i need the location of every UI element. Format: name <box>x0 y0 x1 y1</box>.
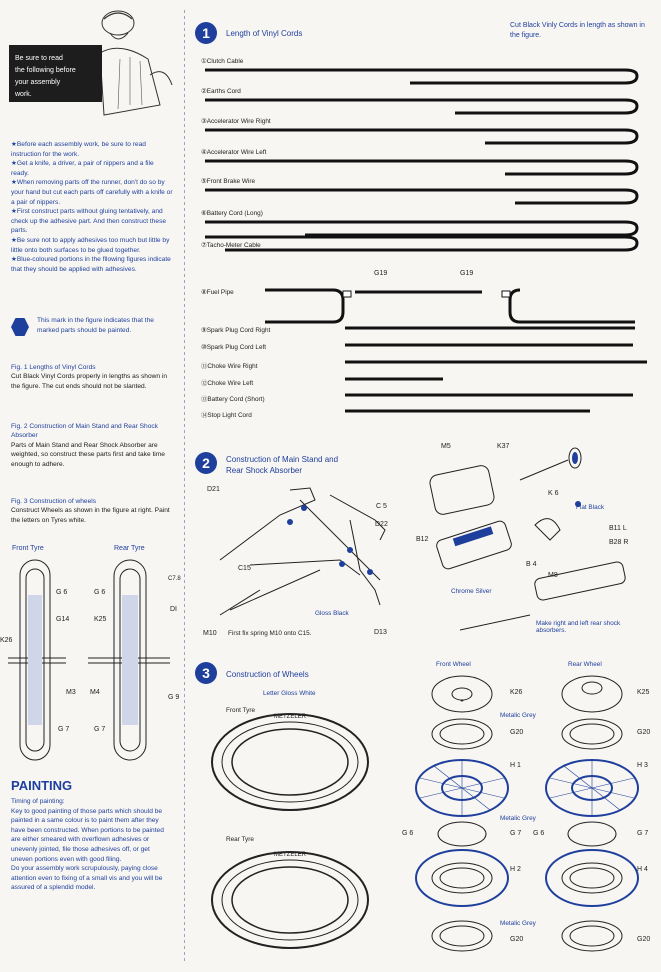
note-line: work. <box>15 91 32 98</box>
cord-front-brake <box>205 190 637 203</box>
part-label: G 9 <box>168 694 180 701</box>
instructions-column <box>0 0 180 972</box>
part-label: K25 <box>94 616 107 623</box>
part-label: K37 <box>497 443 510 450</box>
cord-label: ⑦Tacho-Meter Cable <box>201 242 261 249</box>
part-label: G 7 <box>510 830 522 837</box>
step-1-badge: 1 <box>195 22 217 44</box>
cord-label: ⑧Fuel Pipe <box>201 289 234 296</box>
main-stand-shock-diagram <box>200 440 661 650</box>
fig2-text <box>11 422 173 469</box>
svg-text:METZELER: METZELER <box>274 714 307 720</box>
paint-label: Metalic Grey <box>500 815 536 822</box>
tip: ★Before each assembly work, be sure to read instruction for the work. <box>11 141 146 158</box>
tip: ★First construct parts without gluing tentatively, and check up the adhesive part. And then construct these parts. <box>11 208 167 235</box>
front-tyre-label: Front Tyre <box>12 545 44 552</box>
cord-tacho <box>205 237 637 250</box>
shock-note: Make right and left rear shock absorbers. <box>536 620 621 634</box>
tyre-section-diagram <box>0 555 180 770</box>
paint-mark-note: This mark in the figure indicates that the marked parts should be painted. <box>37 317 154 334</box>
front-wheel-title: Front Wheel <box>436 661 471 668</box>
cord-fuel-right <box>510 290 635 322</box>
part-label: H 1 <box>510 762 521 769</box>
tip: ★Blue-coloured portions in the fllowing figures indicate that they should be applied with adhesives. <box>11 256 171 273</box>
cord-label: ⑭Stop Light Cord <box>201 412 252 419</box>
step-1-title: Length of Vinyl Cords <box>226 29 303 38</box>
svg-text:METZELER: METZELER <box>274 852 307 858</box>
paint-label: Gloss Black <box>315 610 349 617</box>
part-label: G 6 <box>402 830 414 837</box>
part-label: C 5 <box>376 503 387 510</box>
cord-label: ②Earths Cord <box>201 88 241 95</box>
cord-label: ④Accelerator Wire Left <box>201 149 267 156</box>
part-label: M5 <box>441 443 451 450</box>
part-label: B11 L <box>609 525 627 532</box>
cord-label: ⑩Spark Plug Cord Left <box>201 344 267 351</box>
part-label: G 6 <box>56 589 68 596</box>
part-label: G 7 <box>94 726 106 733</box>
mechanic-illustration <box>90 5 180 125</box>
fig1-text <box>11 363 173 391</box>
painting-subheading: Timing of painting: <box>11 798 65 805</box>
part-label: M4 <box>90 689 100 696</box>
paint-label: Metalic Grey <box>500 712 536 719</box>
read-first-note <box>9 45 102 102</box>
fig3-text <box>11 497 173 525</box>
fig3-heading: Fig. 3 Construction of wheels <box>11 498 97 505</box>
tip: ★Get a knife, a driver, a pair of nippers and a file ready. <box>11 160 154 177</box>
step-1-note: Cut Black Vinly Cords in length as shown in the figure. <box>510 22 645 39</box>
part-label: G20 <box>637 936 651 943</box>
part-label: H 2 <box>510 866 521 873</box>
cord-label: ⑨Spark Plug Cord Right <box>201 327 271 334</box>
fig1-heading: Fig. 1 Lengths of Vinyl Cords <box>11 364 96 371</box>
note-line: the following before <box>15 67 76 74</box>
part-label: K26 <box>510 689 523 696</box>
part-label: G20 <box>510 729 524 736</box>
vinyl-cords-diagram <box>185 60 661 430</box>
part-label: DI <box>170 606 177 613</box>
rear-tyre-label: Rear Tyre <box>114 545 145 552</box>
cord-accel-left <box>205 161 637 174</box>
fuel-pipe-label: G19 <box>374 270 388 277</box>
cord-label: ③Accelerator Wire Right <box>201 118 271 125</box>
tip: ★When removing parts off the runner, don't do so by your hand but cut each parts off carefully with a knife or a pair of nippers. <box>11 179 173 206</box>
cord-label: ⑬Battery Cord (Short) <box>201 396 265 403</box>
fig3-body: Construct Wheels as shown in the figure at right. Paint the letters on Tyres white. <box>11 507 170 524</box>
part-label: G 7 <box>58 726 70 733</box>
part-label: K 6 <box>548 490 559 497</box>
cord-label: ①Clutch Cable <box>201 58 244 65</box>
step-3-title: Construction of Wheels <box>226 670 309 679</box>
cord-earths <box>205 100 637 113</box>
paint-label: Flat Black <box>576 504 605 511</box>
fig1-body: Cut Black Vinyl Cords properly in lengths as shown in the figure. The cut ends should not be slanted. <box>11 373 168 390</box>
part-label: H 3 <box>637 762 648 769</box>
part-label: G 6 <box>94 589 106 596</box>
assembly-tips <box>11 140 173 274</box>
part-label: G 6 <box>533 830 545 837</box>
note-line: your assembly <box>15 79 61 86</box>
painting-title: PAINTING <box>11 778 73 793</box>
part-label: D13 <box>374 629 387 636</box>
step-3-badge: 3 <box>195 662 217 684</box>
part-label: H 4 <box>637 866 648 873</box>
part-label: M8 <box>548 572 558 579</box>
part-label: C15 <box>238 565 251 572</box>
part-label: G20 <box>510 936 524 943</box>
front-tyre-title: Front Tyre <box>226 707 256 714</box>
part-label: M3 <box>66 689 76 696</box>
part-label: C7.8 <box>168 576 181 582</box>
part-label: M10 <box>203 630 217 637</box>
step-2-title: Construction of Main Stand and <box>226 455 339 464</box>
cord-accel-right <box>205 130 637 143</box>
cord-battery-long <box>205 222 637 235</box>
letter-note: Letter Gloss White <box>263 690 316 697</box>
tip: ★Be sure not to apply adhesives too much but little by little onto both surfaces to be glued together. <box>11 236 170 254</box>
cord-label: ⑫Choke Wire Left <box>201 380 254 387</box>
part-label: B12 <box>416 536 429 543</box>
cord-label: ⑥Battery Cord (Long) <box>201 210 263 217</box>
note-line: Be sure to read <box>15 55 63 62</box>
cord-clutch <box>205 70 637 83</box>
fuel-pipe-label: G19 <box>460 270 474 277</box>
step-2-badge: 2 <box>195 452 217 474</box>
spring-note: First fix spring M10 onto C15. <box>228 630 312 637</box>
paint-label: Metalic Grey <box>500 920 536 927</box>
cord-label: ⑤Front Brake Wire <box>201 178 256 185</box>
part-label: G14 <box>56 616 70 623</box>
part-label: K26 <box>0 637 13 644</box>
cord-fuel-left <box>265 290 343 322</box>
rear-wheel-title: Rear Wheel <box>568 661 602 668</box>
rear-tyre-title: Rear Tyre <box>226 836 254 843</box>
part-label: K25 <box>637 689 650 696</box>
part-label: G20 <box>637 729 651 736</box>
painting-text <box>11 797 173 893</box>
part-label: B 4 <box>526 561 537 568</box>
part-label: G 7 <box>637 830 649 837</box>
paint-label: Chrome Silver <box>451 588 492 595</box>
fig2-heading: Fig. 2 Construction of Main Stand and Rear Shock Absorber <box>11 423 158 440</box>
cord-label: ⑪Choke Wire Right <box>201 363 258 370</box>
fig2-body: Parts of Main Stand and Rear Shock Absorber are weighted, so construct these parts first and take time enough to adhere. <box>11 441 165 468</box>
painting-body: Key to good painting of those parts which should be painted in a same colour is to paint them after they have been constructed. When portions to be painted are either smeared with overflown adhesives or unevenly jointed, file those adhesives off, or get uneven portions even with good filing. Do your assembly work scrupulously, paying close attention even to fixing of a small vis and you will be assured of a splendid model. <box>11 807 164 892</box>
part-label: D21 <box>207 486 220 493</box>
part-label: D22 <box>375 521 388 528</box>
part-label: B28 R <box>609 539 629 546</box>
step-2-title: Rear Shock Absorber <box>226 466 303 475</box>
